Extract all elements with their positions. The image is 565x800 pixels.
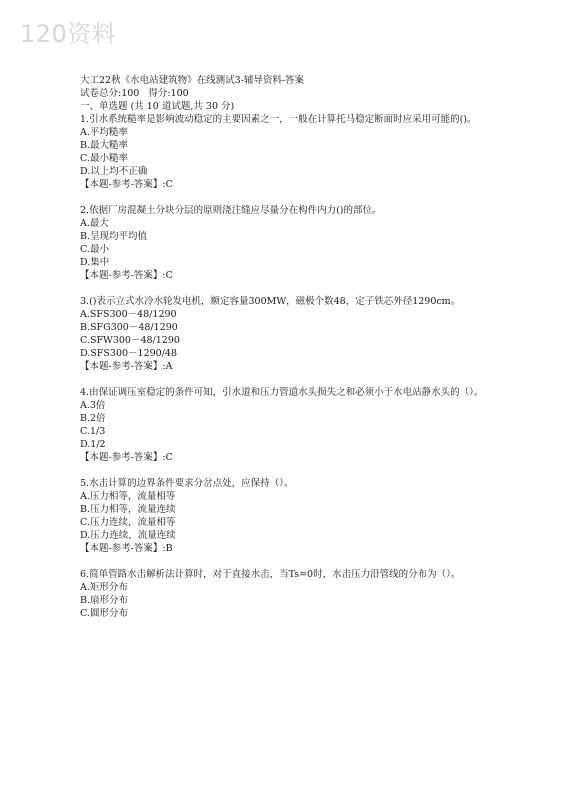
answer-line: 【本题-参考-答案】:B xyxy=(80,543,173,554)
score-line: 试卷总分:100 得分:100 xyxy=(80,88,189,99)
watermark-logo: 120资料 xyxy=(20,20,117,48)
option: C.压力连续，流量相等 xyxy=(80,517,176,528)
option: B.压力相等，流量连续 xyxy=(80,504,176,515)
document-body xyxy=(80,74,520,620)
option: B.呈现均平均值 xyxy=(80,231,148,242)
answer-line: 【本题-参考-答案】:A xyxy=(80,361,173,372)
option: C.SFW300－48/1290 xyxy=(80,335,180,346)
question-stem: 5.水击计算的边界条件要求分岔点处，应保持（）。 xyxy=(80,478,294,489)
option: C.最小糙率 xyxy=(80,153,128,164)
option: B.2倍 xyxy=(80,413,106,424)
option: B.SFG300－48/1290 xyxy=(80,322,178,333)
question-4 xyxy=(80,386,520,464)
answer-line: 【本题-参考-答案】:C xyxy=(80,452,173,463)
option: A.矩形分布 xyxy=(80,582,128,593)
option: C.圆形分布 xyxy=(80,608,128,619)
option: D.集中 xyxy=(80,257,110,268)
option: A.平均糙率 xyxy=(80,127,128,138)
option: A.3倍 xyxy=(80,400,106,411)
option: D.SFS300－1290/48 xyxy=(80,348,178,359)
question-2 xyxy=(80,204,520,282)
option: B.扇形分布 xyxy=(80,595,129,606)
option: D.压力连续，流量连续 xyxy=(80,530,176,541)
answer-line: 【本题-参考-答案】:C xyxy=(80,270,173,281)
option: D.1/2 xyxy=(80,439,106,450)
question-stem: 3.()表示立式水冷水轮发电机，额定容量300MW，磁极个数48，定子铁芯外径1290cm。 xyxy=(80,296,461,307)
question-stem: 6.简单管路水击解析法计算时，对于直接水击，当Ts=0时，水击压力沿管线的分布为（）。 xyxy=(80,569,461,580)
option: A.最大 xyxy=(80,218,109,229)
answer-line: 【本题-参考-答案】:C xyxy=(80,179,173,190)
document-title: 大工22秋《水电站建筑物》在线测试3-辅导资料-答案 xyxy=(80,75,305,86)
question-5 xyxy=(80,477,520,555)
question-6 xyxy=(80,568,520,620)
question-stem: 2.依据厂房混凝土分块分层的原则浇注缝应尽量分在构件内力()的部位。 xyxy=(80,205,382,216)
question-stem: 1.引水系统糙率是影响波动稳定的主要因素之一，一般在计算托马稳定断面时应采用可能的()。 xyxy=(80,114,477,125)
option: C.1/3 xyxy=(80,426,106,437)
option: C.最小 xyxy=(80,244,109,255)
question-3 xyxy=(80,295,520,373)
question-stem: 4.由保证调压室稳定的条件可知，引水道和压力管道水头损失之和必须小于水电站静水头的（）。 xyxy=(80,387,484,398)
section-heading: 一、单选题 (共 10 道试题,共 30 分) xyxy=(80,101,235,112)
question-1 xyxy=(80,113,520,191)
option: D.以上均不正确 xyxy=(80,166,148,177)
option: A.压力相等，流量相等 xyxy=(80,491,176,502)
option: A.SFS300－48/1290 xyxy=(80,309,177,320)
option: B.最大糙率 xyxy=(80,140,129,151)
